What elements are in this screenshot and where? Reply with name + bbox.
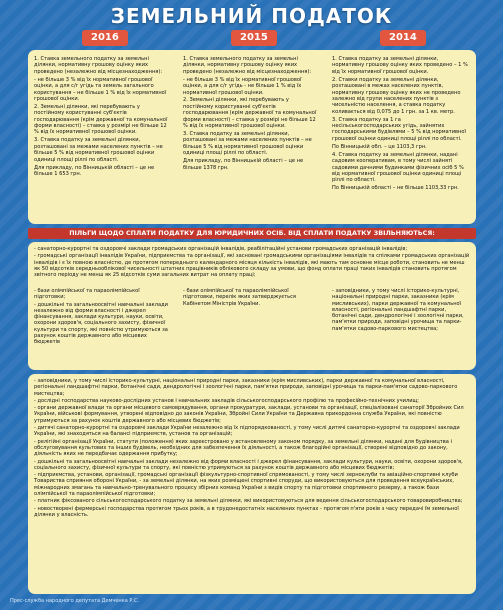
list-item: - платник фіксованого сільськогосподарського податку за земельні ділянки, які використовуються для ведення сільськогосподарського товаровиробництва; (34, 498, 463, 505)
rate-text: 4. Ставка податку за земельні ділянки, надані садовим кооперативам, в тому числі зайняті садовими дачними будинками фізичних осіб 5 % від нормативної грошової оцінки одиниці площі ріллі по області. (332, 151, 464, 184)
benefits-column-2016 (34, 288, 170, 368)
benefits-bottom-panel (28, 374, 476, 594)
rate-text: 2. Земельні ділянки, які перебувають у постійному користуванні суб'єктів господарювання (крім державної та комунальної форми власності) – ставка у розмірі не більше 12 % від їх нормативної грошової оцінки. (34, 103, 168, 136)
rate-text: 1. Ставка податку за земельні ділянки, нормативну грошову оцінку яких проведено – 1 % від їх нормативної грошової оцінки. (332, 56, 468, 75)
list-item: - органи державної влади та органи місцевого самоврядування, органи прокуратури, заклади, установи та організації, спеціалізовані санаторії Збройних Сил України, військові формування, утворені відповідно до законів України, Збройні Сили України та Державна прикордонна служба України, які повністю утримуються за рахунок коштів державного або місцевих бюджетів; (34, 405, 464, 424)
list-item: - релігійні організації України, статути (положення) яких зареєстровано у встановленому законом порядку, за земельні ділянки, надані для будівництва і обслуговування культових та інших будівель, необхідних для забезпечення їх діяльності, а також благодійні організації, створені відповідно до закону, діяльність яких не передбачає одержання прибутку; (34, 438, 452, 458)
rate-text: По Вінницькій області – не більше 1103,33 грн. (332, 185, 459, 192)
rate-text: 3. Ставка податку за земельні ділянки, розташовані за межами населених пунктів – не більше 5 % від нормативної грошової оцінки одиниці площі ріллі по області. (183, 130, 312, 157)
rates-column-2014 (332, 56, 470, 222)
rate-text: - не більше 3 % від їх нормативної грошової оцінки, а для с/г угідь - не більше 1 % від їх нормативної грошової оцінки. (183, 76, 302, 96)
list-item: - громадські організації інвалідів України, підприємства та організації, які засновані громадськими організаціями інвалідів та спілками громадських організацій інвалідів і є їх повною власністю, де протягом попереднього календарного місяця кількість інвалідів, які мають там основне місце роботи, становить не менш як 50 відсотків середньооблікової чисельності штатних працівників облікового складу за умови, що фонд оплати праці таких інвалідів становить протягом звітного періоду не менш як 25 відсотків суми загальних витрат на оплату праці; (34, 253, 470, 279)
rates-panel (28, 50, 476, 224)
list-item: - бази олімпійської та параолімпійської підготовки; (34, 288, 140, 301)
benefits-column-2014 (332, 288, 470, 368)
rates-column-2015 (183, 56, 319, 222)
page-title: ЗЕМЕЛЬНИЙ ПОДАТОК (110, 4, 393, 28)
rate-text: 2. Земельні ділянки, які перебувають у постійному користуванні суб'єктів господарювання (крім державної та комунальної форми власності) – ставка у розмірі не більше 12 % від їх нормативної грошової оцінки. (183, 97, 317, 130)
rate-text: 3. Ставка податку за 1 га несільськогосподарських угідь, зайнятих господарськими будівлями – 5 % від нормативної грошової оцінки одиниці площі ріллі по області. (332, 116, 466, 142)
list-item: - заповідники, у тому числі історико-культурні, національні природні парки, заказники (крім мисливських), парки державної та комунальної власності, регіональні ландшафтні парки, ботанічні сади, дендрологічні і зоологічні парки, пам'ятки природи, заповідні урочища та парки-пам'ятки садово-паркового мистецтва; (34, 378, 458, 397)
rates-column-2016 (34, 56, 170, 222)
year-badge-2015: 2015 (231, 30, 277, 46)
list-item: - дитячі санаторно-курортні та оздоровчі заклади України незалежно від їх підпорядкованості, у тому числі дитячі санаторно-курортні та оздоровчі заклади України, які знаходяться на балансі підприємств, установ та організацій; (34, 425, 460, 438)
benefits-column-2015 (183, 288, 319, 368)
rate-text: 3. Ставка податку за земельні ділянки, розташовані за межами населених пунктів – не більше 5 % від нормативної грошової оцінки одиниці площі ріллі по області. (34, 137, 163, 163)
rate-text: По Вінницькій обл. – це 1103,3 грн. (332, 143, 427, 150)
rate-text: - не більше 3 % від їх нормативної грошової оцінки, а для с/г угідь та земель загального користування – не більше 1 % від їх нормативної грошової оцінки. (34, 76, 167, 102)
list-item: - санаторно-курортні та оздоровчі заклади громадських організацій інвалідів, реабілітаційні установи громадських організацій інвалідів; (34, 246, 408, 252)
year-badge-2016: 2016 (82, 30, 128, 46)
rate-text: Для прикладу, по Вінницькій області – це не більше 1378 грн. (183, 158, 304, 171)
benefits-banner: ПІЛЬГИ ЩОДО СПЛАТИ ПОДАТКУ ДЛЯ ЮРИДИЧНИХ ОСІБ. ВІД СПЛАТИ ПОДАТКУ ЗВІЛЬНЯЮТЬСЯ: (28, 228, 476, 239)
list-item: - дошкільні та загальноосвітні навчальні заклади незалежно від форми власності і джерел фінансування, заклади культури, науки, освіти, охорони здоров'я, соціального захисту, фізичної культури та спорту, які повністю утримуються за рахунок коштів державного або місцевих бюджетів (34, 301, 168, 346)
list-item: - бази олімпійської та параолімпійської підготовки, перелік яких затверджується Кабінетом Міністрів України. (183, 288, 296, 307)
footer-credit: Прес-служба народного депутата Демченка Р.С. (10, 598, 140, 604)
rate-text: Для прикладу, по Вінницькій області – це не більше 1 653 грн. (34, 164, 155, 177)
benefits-common-list (34, 246, 470, 286)
year-badge-2014: 2014 (380, 30, 426, 46)
list-item: - заповідники, у тому числі історико-культурні, національні природні парки, заказники (крім мисливських), парки державної та комунальної власності, регіональні ландшафтні парки, ботанічні сади, дендрологічні і зоологічні парки, пам'ятки природи, заповідні урочища та парки-пам'ятки садово-паркового мистецтва; (332, 288, 464, 332)
list-item: - підприємства, установи, організації, громадські організації фізкультурно-спортивної спрямованості, у тому числі зерноклуби та авіаційно-спортивні клуби Товариства сприяння обороні України, - за земельні ділянки, на яких розміщені спортивні споруди, що використовуються для проведення всеукраїнських, міжнародних змагань та навчально-тренувального процесу збірних команд України з видів спорту та підготовки спортивного резерву, а також бази олімпійської та параолімпійської підготовки; (34, 472, 458, 498)
rate-text: 1. Ставка земельного податку за земельні ділянки, нормативну грошову оцінку яких проведено (незалежно від місцезнаходження): (34, 56, 163, 75)
rate-text: 2. Ставки податку за земельні ділянки, розташовані в межах населених пунктів, нормативну грошову оцінку яких не проведено залежно від групи населених пунктів з чисельністю населення, а ставка податку коливається від 0,075 до 1 грн. за 1 кв. метр. (332, 76, 461, 115)
list-item: - дошкільні та загальноосвітні навчальні заклади незалежно від форми власності і джерел фінансування, заклади культури, науки, освіти, охорони здоров'я, соціального захисту, фізичної культури та спорту, які повністю утримуються за рахунок коштів державного або місцевих бюджетів; (34, 458, 463, 471)
rate-text: 1. Ставка земельного податку за земельні ділянки, нормативну грошову оцінку яких проведено (незалежно від місцезнаходження): (183, 56, 312, 75)
benefits-top-panel (28, 242, 476, 370)
list-item: - дослідні господарства науково-дослідних установ і навчальних закладів сільськогосподарського профілю та професійно-технічних училищ; (34, 397, 420, 404)
benefits-bottom-list (34, 378, 470, 590)
list-item: - новостворені фермерські господарства протягом трьох років, а в трудонедостатніх населених пунктах - протягом п'яти років з часу передачі їм земельної ділянки у власність. (34, 505, 459, 518)
